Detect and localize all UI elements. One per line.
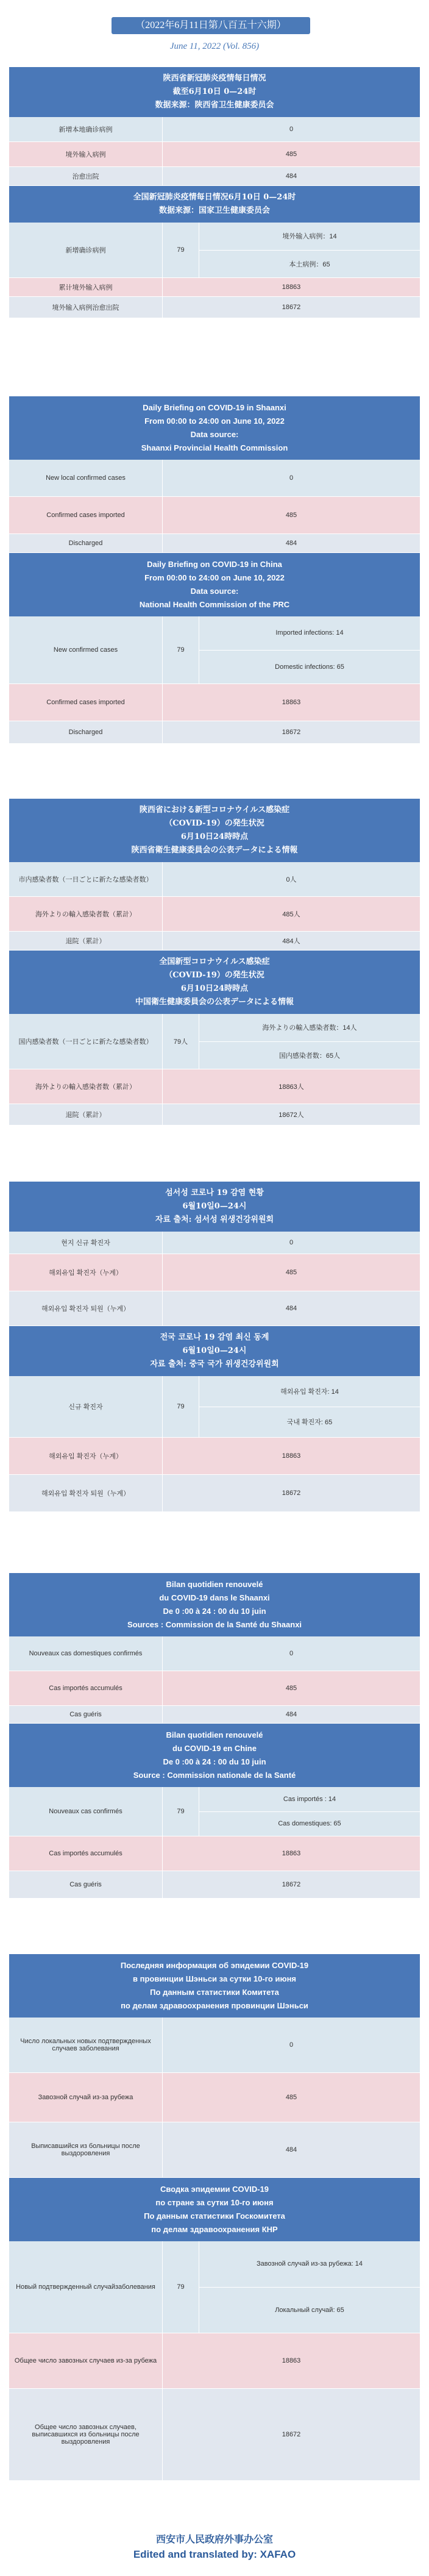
en-row-discharged xyxy=(9,534,420,553)
zh-discharged-value: 484 xyxy=(285,173,297,180)
ja-row-imported xyxy=(9,897,420,932)
en-section xyxy=(9,396,420,744)
zh-shaanxi-title-1: 陕西省新冠肺炎疫情每日情况 xyxy=(163,74,266,83)
fr-china-title-1: Bilan quotidien renouvelé xyxy=(166,1730,263,1739)
en-shaanxi-title-3: Data source: xyxy=(190,430,239,439)
ko-new-imported: 해외유입 확진자: 14 xyxy=(199,1376,420,1407)
ru-shaanxi-title-3: По данным статистики Комитета xyxy=(150,1988,279,1997)
ru-shaanxi-title-4: по делам здравоохранения провинции Шэньси xyxy=(121,2001,308,2010)
ja-china-title-1: 全国新型コロナウイルス感染症 xyxy=(159,957,270,966)
ru-local-value: 0 xyxy=(289,2041,294,2049)
zh-cum-discharged-value: 18672 xyxy=(282,304,301,311)
zh-imported-label: 境外输入病例 xyxy=(9,142,163,166)
zh-china-header xyxy=(9,186,420,223)
ko-row-local xyxy=(9,1232,420,1254)
ko-local-label: 현지 신규 확진자 xyxy=(9,1232,163,1254)
ja-china-title-4: 中国衛生健康委員会の公表データによる情報 xyxy=(135,997,294,1007)
zh-row-cum-imported xyxy=(9,278,420,297)
volume-line: June 11, 2022 (Vol. 856) xyxy=(169,41,260,51)
ja-imported-value: 485人 xyxy=(282,911,300,918)
ru-local-label: Число локальных новых подтвержденных случаев заболевания xyxy=(9,2018,163,2072)
ru-section xyxy=(9,1954,420,2481)
zh-shaanxi-title-3: 数据来源：陕西省卫生健康委员会 xyxy=(155,101,274,110)
fr-new-imported: Cas importés : 14 xyxy=(199,1787,420,1812)
ja-cum-imported-value: 18863人 xyxy=(278,1083,304,1091)
ru-new-value: 79 xyxy=(163,2241,199,2333)
ko-row-imported xyxy=(9,1254,420,1291)
ko-cum-discharged-value: 18672 xyxy=(282,1490,301,1497)
ja-row-local xyxy=(9,862,420,897)
en-shaanxi-title-2: From 00:00 to 24:00 on June 10, 2022 xyxy=(144,416,285,426)
en-china-title-3: Data source: xyxy=(190,587,239,596)
en-row-new xyxy=(9,616,420,684)
ja-cum-imported-label: 海外よりの輸入感染者数（累計） xyxy=(9,1069,163,1104)
fr-china-header xyxy=(9,1724,420,1787)
ru-china-title-2: по стране за сутки 10-го июня xyxy=(155,2198,274,2207)
ja-shaanxi-title-3: 6月10日24時時点 xyxy=(180,832,249,841)
fr-row-discharged xyxy=(9,1706,420,1724)
en-row-cum-imported xyxy=(9,684,420,721)
ru-row-local xyxy=(9,2018,420,2073)
ja-new-label: 国内感染者数（一日ごとに新たな感染者数） xyxy=(9,1014,163,1069)
ru-row-new xyxy=(9,2241,420,2333)
zh-discharged-label: 治愈出院 xyxy=(9,167,163,185)
ko-china-header xyxy=(9,1326,420,1376)
ru-shaanxi-title-2: в провинции Шэньси за сутки 10-го июня xyxy=(132,1974,297,1983)
zh-row-cum-discharged xyxy=(9,297,420,318)
fr-shaanxi-title-4: Sources : Commission de la Santé du Shaanxi xyxy=(127,1620,302,1629)
en-local-label: New local confirmed cases xyxy=(9,460,163,496)
footer-org: 西安市人民政府外事办公室 xyxy=(155,2533,273,2545)
en-cum-discharged-label: Discharged xyxy=(9,721,163,743)
ko-discharged-value: 484 xyxy=(285,1305,297,1312)
zh-row-discharged xyxy=(9,167,420,186)
ko-shaanxi-title-3: 자료 출처: 섬서성 위생건강위원회 xyxy=(155,1215,274,1224)
ja-new-domestic: 国内感染者数：65人 xyxy=(278,1052,341,1060)
ja-shaanxi-title-1: 陝西省における新型コロナウイルス感染症 xyxy=(139,805,290,815)
ko-imported-value: 485 xyxy=(285,1269,297,1276)
ru-imported-label: Завозной случай из-за рубежа xyxy=(9,2073,163,2122)
ko-cum-imported-value: 18863 xyxy=(282,1452,301,1460)
fr-china-title-3: De 0 :00 à 24 : 00 du 10 juin xyxy=(163,1757,266,1766)
en-new-imported: Imported infections: 14 xyxy=(199,616,420,651)
ja-china-title-2: （COVID-19）の発生状況 xyxy=(165,971,264,980)
en-new-domestic: Domestic infections: 65 xyxy=(275,663,344,671)
ko-china-title-2: 6월10일0—24시 xyxy=(182,1346,247,1355)
fr-imported-label: Cas importés accumulés xyxy=(9,1671,163,1705)
ko-row-cum-imported xyxy=(9,1438,420,1475)
ru-discharged-label: Выписавшийся из больницы после выздоровления xyxy=(9,2122,163,2177)
ko-section xyxy=(9,1182,420,1512)
fr-imported-value: 485 xyxy=(285,1685,297,1692)
ko-imported-label: 해외유입 확진자（누계） xyxy=(9,1254,163,1291)
ko-row-new xyxy=(9,1376,420,1438)
zh-local-label: 新增本地确诊病例 xyxy=(9,117,163,141)
fr-new-label: Nouveaux cas confirmés xyxy=(9,1787,163,1836)
ja-row-cum-imported xyxy=(9,1069,420,1104)
ja-row-discharged xyxy=(9,932,420,951)
zh-shaanxi-title-2: 截至6月10日 0—24时 xyxy=(172,87,257,96)
ru-china-title-1: Сводка эпидемии COVID-19 xyxy=(160,2185,269,2194)
en-shaanxi-title-1: Daily Briefing on COVID-19 in Shaanxi xyxy=(143,403,286,412)
en-cum-discharged-value: 18672 xyxy=(282,729,301,736)
zh-row-imported xyxy=(9,142,420,167)
fr-shaanxi-title-1: Bilan quotidien renouvelé xyxy=(166,1580,263,1589)
fr-row-cum-imported xyxy=(9,1836,420,1871)
ko-china-title-1: 전국 코로나 19 감염 최신 동계 xyxy=(160,1333,269,1342)
zh-cum-imported-label: 累计境外输入病例 xyxy=(9,278,163,296)
fr-discharged-value: 484 xyxy=(285,1711,297,1718)
fr-row-cum-discharged xyxy=(9,1871,420,1899)
en-shaanxi-header xyxy=(9,396,420,460)
zh-china-title-1: 全国新冠肺炎疫情每日情况6月10日 0—24时 xyxy=(133,193,296,202)
ru-shaanxi-title-1: Последняя информация об эпидемии COVID-19 xyxy=(120,1961,309,1970)
ru-imported-value: 485 xyxy=(285,2094,297,2101)
en-china-title-4: National Health Commission of the PRC xyxy=(139,600,290,609)
fr-row-local xyxy=(9,1636,420,1671)
fr-local-label: Nouveaux cas domestiques confirmés xyxy=(9,1636,163,1671)
fr-cum-discharged-value: 18672 xyxy=(282,1881,301,1888)
ko-shaanxi-title-2: 6월10일0—24시 xyxy=(182,1202,247,1211)
ja-shaanxi-header xyxy=(9,799,420,862)
zh-imported-value: 485 xyxy=(285,151,297,158)
zh-cum-discharged-label: 境外输入病例治愈出院 xyxy=(9,297,163,318)
zh-china-title-2: 数据来源：国家卫生健康委员会 xyxy=(158,206,270,215)
fr-china-title-4: Source : Commission nationale de la Santé xyxy=(133,1771,296,1780)
zh-shaanxi-header xyxy=(9,67,420,117)
ja-new-imported: 海外よりの輸入感染者数：14人 xyxy=(199,1014,420,1042)
ja-china-header xyxy=(9,951,420,1014)
en-row-cum-discharged xyxy=(9,721,420,744)
fr-shaanxi-title-3: De 0 :00 à 24 : 00 du 10 juin xyxy=(163,1607,266,1616)
ja-local-label: 市内感染者数（一日ごとに新たな感染者数） xyxy=(9,862,163,896)
footer-credit: Edited and translated by: XAFAO xyxy=(133,2549,296,2560)
ja-section xyxy=(9,799,420,1126)
fr-china-title-2: du COVID-19 en Chine xyxy=(172,1744,257,1753)
ru-china-header xyxy=(9,2178,420,2241)
ja-cum-discharged-label: 退院（累計） xyxy=(9,1104,163,1125)
fr-shaanxi-title-2: du COVID-19 dans le Shaanxi xyxy=(159,1593,270,1602)
ja-row-new xyxy=(9,1014,420,1069)
en-row-local xyxy=(9,460,420,497)
fr-new-domestic: Cas domestiques: 65 xyxy=(278,1820,341,1828)
ru-discharged-value: 484 xyxy=(285,2146,297,2153)
en-china-title-1: Daily Briefing on COVID-19 in China xyxy=(147,560,282,569)
en-china-title-2: From 00:00 to 24:00 on June 10, 2022 xyxy=(144,573,285,582)
ru-row-discharged xyxy=(9,2122,420,2178)
ru-china-title-3: По данным статистики Госкомитета xyxy=(144,2211,285,2221)
ru-new-label: Новый подтвержденный случайзаболевания xyxy=(9,2241,163,2333)
ko-local-value: 0 xyxy=(289,1239,294,1246)
ru-cum-imported-label: Общее число завозных случаев из-за рубежа xyxy=(9,2333,163,2388)
ja-imported-label: 海外よりの輸入感染者数（累計） xyxy=(9,897,163,931)
ja-row-cum-discharged xyxy=(9,1104,420,1126)
zh-row-new xyxy=(9,223,420,278)
en-imported-value: 485 xyxy=(285,512,297,519)
zh-new-value: 79 xyxy=(163,223,199,277)
fr-local-value: 0 xyxy=(289,1650,294,1657)
zh-local-value: 0 xyxy=(289,126,294,133)
fr-shaanxi-header xyxy=(9,1573,420,1636)
ko-new-label: 신규 확진자 xyxy=(9,1376,163,1437)
ru-cum-imported-value: 18863 xyxy=(282,2357,301,2364)
en-imported-label: Confirmed cases imported xyxy=(9,497,163,533)
ru-shaanxi-header xyxy=(9,1954,420,2018)
ko-discharged-label: 해외유입 확진자 퇴원（누계） xyxy=(9,1291,163,1325)
en-discharged-value: 484 xyxy=(285,540,297,547)
en-new-value: 79 xyxy=(163,616,199,683)
en-discharged-label: Discharged xyxy=(9,534,163,552)
ja-discharged-label: 退院（累計） xyxy=(9,932,163,950)
zh-new-imported: 境外输入病例：14 xyxy=(199,223,420,251)
fr-section xyxy=(9,1573,420,1899)
en-row-imported xyxy=(9,497,420,534)
en-cum-imported-value: 18863 xyxy=(282,699,301,706)
ru-row-imported xyxy=(9,2073,420,2122)
fr-cum-imported-value: 18863 xyxy=(282,1850,301,1857)
date-badge: （2022年6月11日第八百五十六期） xyxy=(112,17,310,34)
fr-new-value: 79 xyxy=(163,1787,199,1836)
zh-new-domestic: 本土病例：65 xyxy=(289,260,330,268)
ko-cum-discharged-label: 해외유입 확진자 퇴원（누계） xyxy=(9,1475,163,1511)
ko-cum-imported-label: 해외유입 확진자（누계） xyxy=(9,1438,163,1474)
zh-new-label: 新增确诊病例 xyxy=(9,223,163,277)
fr-cum-imported-label: Cas importés accumulés xyxy=(9,1836,163,1871)
ko-new-domestic: 국내 확진자: 65 xyxy=(286,1419,333,1427)
fr-row-imported xyxy=(9,1671,420,1706)
en-shaanxi-title-4: Shaanxi Provincial Health Commission xyxy=(141,443,288,452)
zh-section xyxy=(9,67,420,318)
ru-new-domestic: Локальный случай: 65 xyxy=(275,2306,344,2314)
en-cum-imported-label: Confirmed cases imported xyxy=(9,684,163,721)
ko-china-title-3: 자료 출처: 중국 국가 위생건강위원회 xyxy=(150,1360,279,1369)
fr-cum-discharged-label: Cas guéris xyxy=(9,1871,163,1898)
ru-row-cum-discharged xyxy=(9,2389,420,2481)
ru-row-cum-imported xyxy=(9,2333,420,2389)
en-china-header xyxy=(9,553,420,616)
en-new-label: New confirmed cases xyxy=(9,616,163,683)
ru-cum-discharged-value: 18672 xyxy=(282,2431,301,2438)
ko-row-discharged xyxy=(9,1291,420,1326)
ko-shaanxi-title-1: 섬서성 코로나 19 감염 현황 xyxy=(165,1188,264,1197)
fr-discharged-label: Cas guéris xyxy=(9,1706,163,1723)
zh-row-local xyxy=(9,117,420,142)
ja-shaanxi-title-4: 陝西省衛生健康委員会の公表データによる情報 xyxy=(131,846,298,855)
fr-row-new xyxy=(9,1787,420,1836)
ru-cum-discharged-label: Общее число завозных случаев, выписавшихся из больницы после выздоровления xyxy=(9,2389,163,2480)
ru-china-title-4: по делам здравоохранения КНР xyxy=(151,2225,278,2234)
ja-new-value: 79人 xyxy=(163,1014,199,1069)
ja-local-value: 0人 xyxy=(286,876,297,883)
zh-cum-imported-value: 18863 xyxy=(282,284,301,291)
ko-shaanxi-header xyxy=(9,1182,420,1232)
ja-discharged-value: 484人 xyxy=(282,938,300,945)
ja-china-title-3: 6月10日24時時点 xyxy=(180,984,249,993)
ru-new-imported: Завозной случай из-за рубежа: 14 xyxy=(199,2241,420,2288)
ko-new-value: 79 xyxy=(163,1376,199,1437)
en-local-value: 0 xyxy=(289,474,294,482)
ko-row-cum-discharged xyxy=(9,1475,420,1512)
ja-cum-discharged-value: 18672人 xyxy=(278,1111,304,1119)
ja-shaanxi-title-2: （COVID-19）の発生状況 xyxy=(165,819,264,828)
